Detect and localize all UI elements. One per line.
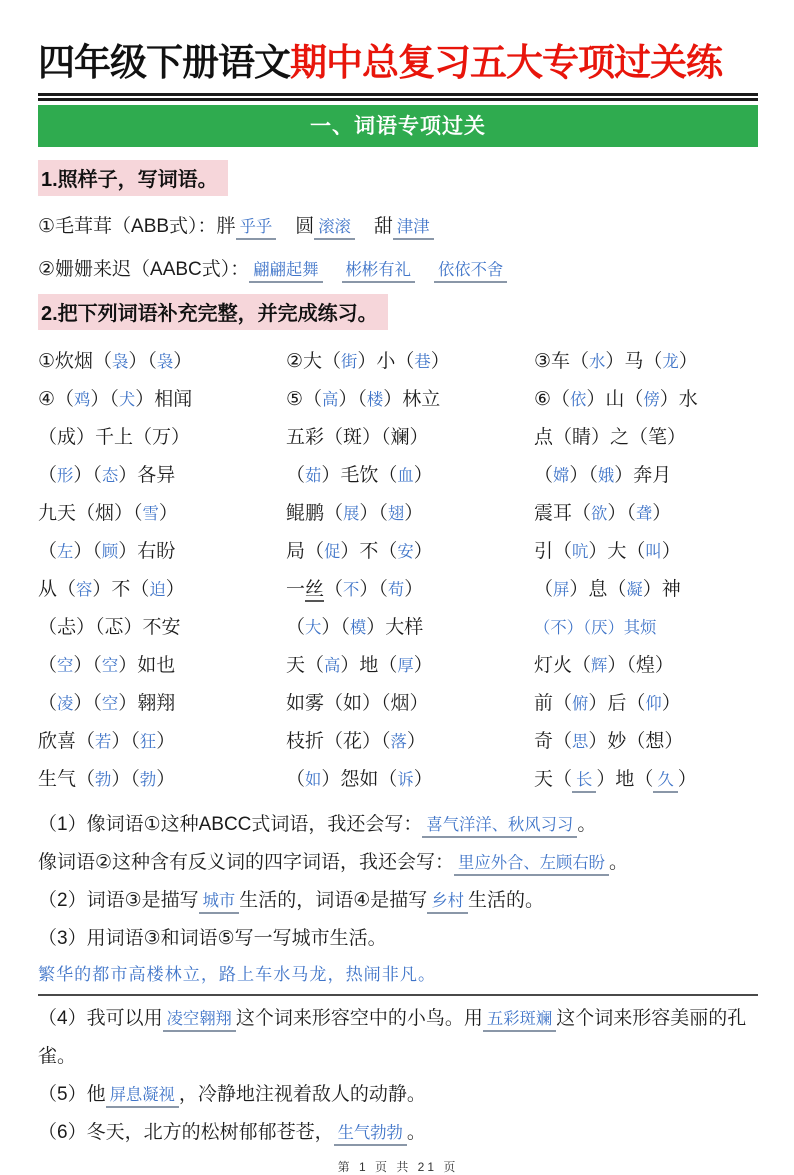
- handwritten-answer: 不: [343, 581, 360, 599]
- handwritten-answer: 展: [343, 505, 360, 523]
- printed-text: （: [286, 617, 306, 638]
- handwritten-answer: 袅: [112, 353, 129, 371]
- exercise-1-line-1: [38, 215, 758, 239]
- printed-text: ，冷静地注视着敌人的动静。: [178, 1084, 426, 1105]
- handwritten-answer: 喜气洋洋、秋风习习: [422, 816, 577, 838]
- printed-text: ）: [413, 541, 433, 562]
- printed-text: ）: [413, 655, 433, 676]
- page-title: [38, 40, 758, 86]
- idiom-cell: [534, 534, 758, 572]
- handwritten-answer: 血: [397, 467, 414, 485]
- handwritten-answer: 若: [95, 733, 112, 751]
- printed-text: ）: [677, 769, 697, 790]
- idiom-cell: [286, 572, 534, 610]
- answer-line: [38, 958, 758, 996]
- handwritten-answer: 凌空翱翔: [163, 1010, 236, 1032]
- question-1-continued: [38, 844, 758, 882]
- printed-text: ）: [156, 769, 176, 790]
- idiom-cell: [286, 724, 534, 762]
- exercise-2-heading: 2.把下列词语补充完整，并完成练习。: [38, 294, 388, 330]
- printed-text: ①炊烟（: [38, 351, 113, 372]
- printed-text: （4）我可以用: [38, 1008, 163, 1029]
- idiom-cell: [534, 572, 758, 610]
- idiom-cell: [534, 686, 758, 724]
- printed-text: （2）词语③是描写: [38, 890, 199, 911]
- printed-text: 从（: [38, 579, 77, 600]
- printed-text: 欣喜（: [38, 731, 96, 752]
- printed-text: ）（: [73, 693, 102, 714]
- printed-text: ）如也: [118, 655, 176, 676]
- printed-text: ）（: [73, 655, 102, 676]
- printed-text: ）（: [73, 465, 102, 486]
- printed-text: ）奔月: [614, 465, 672, 486]
- printed-text: 天（: [286, 655, 325, 676]
- handwritten-answer: 辉: [591, 657, 608, 675]
- printed-text: ）地（: [596, 769, 654, 790]
- handwritten-answer: 吭: [572, 543, 589, 561]
- handwritten-answer: 聋: [635, 505, 653, 523]
- printed-text: ）: [173, 351, 193, 372]
- printed-text: ）（: [73, 541, 102, 562]
- handwritten-answer: 空: [57, 657, 74, 675]
- handwritten-answer: 屏: [553, 581, 570, 599]
- handwritten-answer: 凌: [57, 695, 74, 713]
- handwritten-answer: 袅: [156, 353, 174, 371]
- handwritten-answer: 大: [305, 619, 322, 637]
- handwritten-answer: 安: [397, 543, 414, 561]
- idiom-cell: [38, 762, 286, 800]
- handwritten-answer: 空: [101, 657, 119, 675]
- printed-text: ⑤（: [286, 389, 323, 410]
- handwritten-answer: 依依不舍: [434, 261, 507, 283]
- printed-text: ）大（: [588, 541, 646, 562]
- handwritten-answer: 翩翩起舞: [249, 261, 322, 283]
- handwritten-answer: 迫: [149, 581, 166, 599]
- printed-text: 五彩（斑）（斓）: [286, 427, 429, 448]
- handwritten-answer: 叫: [645, 543, 662, 561]
- printed-text: ）不（: [340, 541, 398, 562]
- idiom-cell: [286, 648, 534, 686]
- printed-text: ）: [413, 769, 433, 790]
- printed-text: ）: [652, 503, 672, 524]
- printed-text: ）（: [111, 769, 140, 790]
- printed-text: ）: [413, 465, 433, 486]
- printed-text: （: [286, 465, 306, 486]
- handwritten-answer: 乎乎: [236, 218, 277, 240]
- handwritten-answer: 态: [101, 467, 119, 485]
- handwritten-answer: 彬彬有礼: [342, 261, 415, 283]
- handwritten-answer: 街: [341, 353, 358, 371]
- idiom-cell: [38, 534, 286, 572]
- printed-text: 九天（烟）（: [38, 503, 143, 524]
- idiom-cell: [534, 344, 758, 382]
- printed-text: ）: [165, 579, 185, 600]
- handwritten-answer: 翅: [387, 505, 405, 523]
- handwritten-answer: 久: [653, 771, 677, 793]
- printed-text: 。: [577, 814, 597, 835]
- handwritten-answer: 容: [76, 581, 93, 599]
- printed-text: ）不（: [92, 579, 150, 600]
- printed-text: 鲲鹏（: [286, 503, 344, 524]
- idiom-cell: [38, 420, 286, 458]
- idiom-cell: [286, 382, 534, 420]
- printed-text: 如雾（如）（烟）: [286, 693, 429, 714]
- printed-text: 灯火（: [534, 655, 592, 676]
- printed-text: （: [534, 465, 554, 486]
- handwritten-answer: 城市: [199, 892, 240, 914]
- printed-text: ）（: [359, 503, 388, 524]
- printed-text: ）（: [607, 503, 636, 524]
- printed-text: 丝: [305, 579, 325, 600]
- printed-text: ）（: [128, 351, 157, 372]
- handwritten-answer: 依: [570, 391, 587, 409]
- handwritten-answer: 乡村: [427, 892, 468, 914]
- handwritten-answer: 津津: [393, 218, 434, 240]
- printed-text: ）（: [359, 579, 388, 600]
- printed-text: ）息（: [569, 579, 627, 600]
- printed-text: 一: [286, 579, 306, 600]
- idiom-cell: [38, 344, 286, 382]
- printed-text: （: [534, 579, 554, 600]
- idiom-cell: [534, 496, 758, 534]
- printed-text: 点（睛）之（笔）: [534, 427, 687, 448]
- printed-text: ）（煌）: [607, 655, 674, 676]
- idiom-cell: [38, 648, 286, 686]
- idiom-cell: [286, 420, 534, 458]
- handwritten-answer: 诉: [397, 771, 414, 789]
- handwritten-answer: 长: [572, 771, 596, 793]
- idiom-cell: [38, 572, 286, 610]
- idiom-cell: [38, 610, 286, 648]
- printed-text: ⑥（: [534, 389, 571, 410]
- printed-text: ）小（: [357, 351, 415, 372]
- printed-text: ）后（: [588, 693, 646, 714]
- handwritten-answer: 生气勃勃: [334, 1124, 407, 1146]
- printed-text: （5）他: [38, 1084, 106, 1105]
- handwritten-answer: 苟: [387, 581, 405, 599]
- handwritten-answer: 仰: [645, 695, 662, 713]
- printed-text: ）山（: [586, 389, 644, 410]
- handwritten-answer: 楼: [366, 391, 384, 409]
- printed-text: ）（: [569, 465, 598, 486]
- printed-text: ）相闻: [135, 389, 193, 410]
- page-footer: 第 1 页 共 21 页: [337, 1160, 459, 1174]
- printed-text: ）: [158, 503, 178, 524]
- handwritten-answer: 傍: [643, 391, 660, 409]
- printed-text: （: [324, 579, 344, 600]
- printed-text: ）各异: [118, 465, 176, 486]
- printed-text: 生活的。: [467, 890, 544, 911]
- question-2: [38, 882, 758, 920]
- idiom-cell: [38, 724, 286, 762]
- question-3: [38, 920, 758, 958]
- printed-text: ①毛茸茸（ABB式）：胖: [38, 216, 236, 237]
- printed-text: ）: [678, 351, 698, 372]
- handwritten-answer: 屏息凝视: [106, 1086, 179, 1108]
- printed-text: 枝折（花）（: [286, 731, 391, 752]
- printed-text: 天（: [534, 769, 573, 790]
- handwritten-answer: 高: [322, 391, 339, 409]
- handwritten-answer: 思: [572, 733, 589, 751]
- printed-text: 甜: [354, 216, 393, 237]
- handwritten-answer: 狂: [139, 733, 157, 751]
- printed-text: 这个词来形容美丽的孔雀。: [38, 1008, 747, 1067]
- printed-text: ）（: [321, 617, 350, 638]
- handwritten-answer: 促: [324, 543, 341, 561]
- handwritten-answer: 滚滚: [314, 218, 355, 240]
- printed-text: ③车（: [534, 351, 590, 372]
- idiom-grid: [38, 344, 758, 800]
- printed-text: 圆: [276, 216, 315, 237]
- handwritten-answer: 欲: [591, 505, 608, 523]
- questions-section: [38, 806, 758, 1152]
- printed-text: （: [38, 655, 58, 676]
- printed-text: 。: [609, 852, 629, 873]
- handwritten-answer: 模: [349, 619, 367, 637]
- question-4: [38, 1000, 758, 1076]
- printed-text: ）地（: [340, 655, 398, 676]
- printed-text: 引（: [534, 541, 573, 562]
- printed-text: （3）用词语③和词语⑤写一写城市生活。: [38, 928, 387, 949]
- printed-text: ）: [406, 731, 426, 752]
- printed-text: （忐）（忑）不安: [38, 617, 181, 638]
- printed-text: 震耳（: [534, 503, 592, 524]
- printed-text: （: [38, 465, 58, 486]
- printed-text: ④（: [38, 389, 75, 410]
- idiom-cell: [38, 458, 286, 496]
- handwritten-answer: 凝: [626, 581, 643, 599]
- handwritten-answer: 繁华的都市高楼林立，路上车水马龙，热闹非凡。: [38, 965, 437, 984]
- idiom-cell: [534, 724, 758, 762]
- printed-text: （1）像词语①这种ABCC式词语，我还会写：: [38, 814, 423, 835]
- printed-text: ）: [156, 731, 176, 752]
- handwritten-answer: 空: [101, 695, 119, 713]
- printed-text: ）马（: [605, 351, 663, 372]
- idiom-cell: [286, 610, 534, 648]
- printed-text: ）神: [642, 579, 681, 600]
- printed-text: ）妙（想）: [588, 731, 684, 752]
- handwritten-answer: 五彩斑斓: [483, 1010, 556, 1032]
- printed-text: 生气（: [38, 769, 96, 790]
- handwritten-answer: （不）（厌）其烦: [534, 619, 657, 637]
- handwritten-answer: 里应外合、左顾右盼: [454, 854, 609, 876]
- printed-text: ）: [404, 503, 424, 524]
- handwritten-answer: 形: [57, 467, 74, 485]
- printed-text: 前（: [534, 693, 573, 714]
- handwritten-answer: 勃: [95, 771, 112, 789]
- idiom-cell: [534, 610, 758, 648]
- idiom-cell: [38, 686, 286, 724]
- question-1: [38, 806, 758, 844]
- question-6: [38, 1114, 758, 1152]
- handwritten-answer: 勃: [139, 771, 157, 789]
- printed-text: ）翱翔: [118, 693, 176, 714]
- idiom-cell: [286, 344, 534, 382]
- printed-text: 生活的，词语④是描写: [239, 890, 428, 911]
- printed-text: 奇（: [534, 731, 573, 752]
- handwritten-answer: 厚: [397, 657, 414, 675]
- handwritten-answer: 犬: [118, 391, 136, 409]
- printed-text: （: [286, 769, 306, 790]
- exercise-1-line-2: [38, 258, 758, 282]
- section-banner: 一、词语专项过关: [38, 105, 758, 147]
- question-5: [38, 1076, 758, 1114]
- printed-text: （成）千上（万）: [38, 427, 191, 448]
- idiom-cell: [286, 534, 534, 572]
- handwritten-answer: 茹: [305, 467, 322, 485]
- printed-text: ）（: [111, 731, 140, 752]
- handwritten-answer: 左: [57, 543, 74, 561]
- double-rule-divider: [38, 93, 758, 101]
- printed-text: 。: [406, 1122, 426, 1143]
- idiom-cell: [534, 420, 758, 458]
- handwritten-answer: 鸡: [74, 391, 91, 409]
- printed-text: ）（: [90, 389, 119, 410]
- printed-text: ）: [430, 351, 450, 372]
- printed-text: [415, 259, 434, 280]
- handwritten-answer: 龙: [662, 353, 679, 371]
- printed-text: ）右盼: [118, 541, 176, 562]
- handwritten-answer: 如: [305, 771, 322, 789]
- handwritten-answer: 落: [390, 733, 407, 751]
- handwritten-answer: 巷: [414, 353, 431, 371]
- printed-text: ②姗姗来迟（AABC式）：: [38, 259, 250, 280]
- handwritten-answer: 俯: [572, 695, 589, 713]
- printed-text: ）: [661, 693, 681, 714]
- handwritten-answer: 高: [324, 657, 341, 675]
- idiom-cell: [38, 382, 286, 420]
- idiom-cell: [534, 648, 758, 686]
- printed-text: （: [38, 541, 58, 562]
- printed-text: ）毛饮（: [321, 465, 398, 486]
- idiom-cell: [286, 686, 534, 724]
- printed-text: （: [38, 693, 58, 714]
- handwritten-answer: 娥: [597, 467, 615, 485]
- printed-text: ）: [404, 579, 424, 600]
- printed-text: ）水: [659, 389, 698, 410]
- handwritten-answer: 水: [589, 353, 606, 371]
- printed-text: 像词语②这种含有反义词的四字词语，我还会写：: [38, 852, 455, 873]
- exercise-1-heading: 1.照样子，写词语。: [38, 160, 228, 196]
- page-title-black: 四年级下册语文: [38, 42, 290, 83]
- handwritten-answer: 嫦: [553, 467, 570, 485]
- handwritten-answer: 顾: [101, 543, 119, 561]
- idiom-cell: [286, 496, 534, 534]
- printed-text: （6）冬天，北方的松树郁郁苍苍，: [38, 1122, 334, 1143]
- idiom-cell: [534, 382, 758, 420]
- printed-text: ）（: [338, 389, 367, 410]
- printed-text: ）怨如（: [321, 769, 398, 790]
- idiom-cell: [286, 458, 534, 496]
- printed-text: ）: [661, 541, 681, 562]
- handwritten-answer: 雪: [142, 505, 159, 523]
- printed-text: ②大（: [286, 351, 342, 372]
- page-title-red: 期中总复习五大专项过关练: [290, 42, 722, 83]
- printed-text: [323, 259, 342, 280]
- printed-text: 局（: [286, 541, 325, 562]
- printed-text: ）大样: [366, 617, 424, 638]
- printed-text: ）林立: [383, 389, 441, 410]
- printed-text: 这个词来形容空中的小鸟。用: [235, 1008, 483, 1029]
- idiom-cell: [534, 762, 758, 800]
- idiom-cell: [38, 496, 286, 534]
- idiom-cell: [534, 458, 758, 496]
- idiom-cell: [286, 762, 534, 800]
